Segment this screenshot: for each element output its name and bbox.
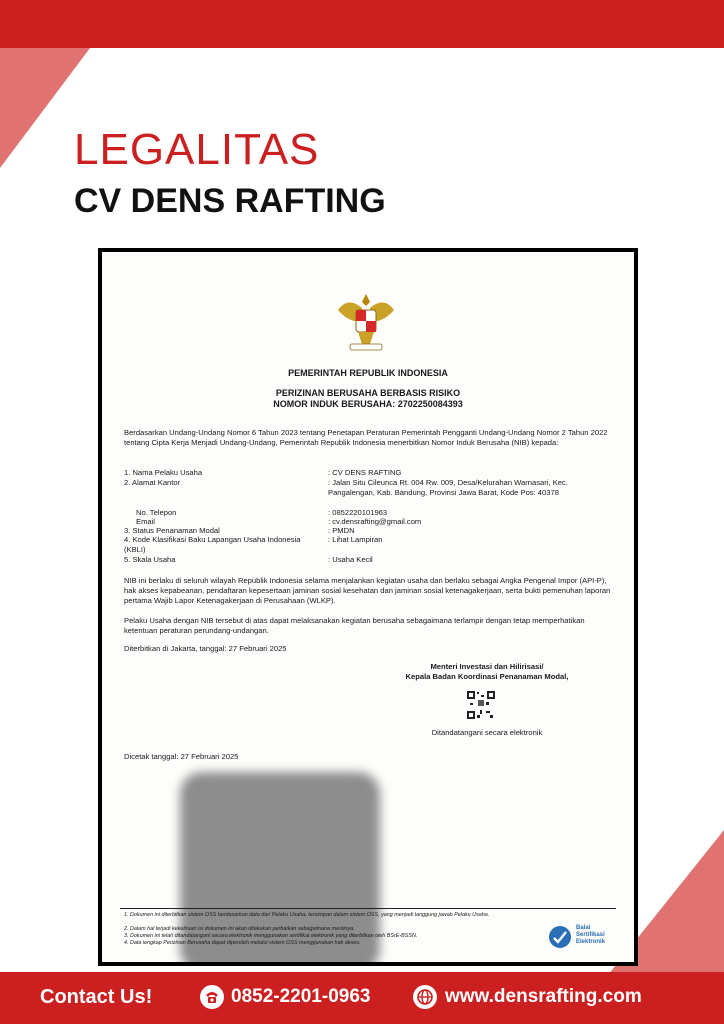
field-value: : Jalan Situ Cileunca Rt. 004 Rw. 009, Desa/Kelurahan Warnasari, Kec. Pangalengan, Kab. Bandung, Provinsi Jawa Barat, Kode Pos: 40378 [328, 478, 568, 497]
footnote-2: 2. Dalam hal terjadi kekeliruan isi dokumen ini akan dilakukan perbaikan sebagaimana mestinya. [124, 926, 355, 932]
field-row [124, 478, 614, 508]
website-link[interactable]: www.densrafting.com [445, 986, 642, 1007]
field-label: 5. Skala Usaha [124, 555, 176, 564]
garuda-emblem-icon [334, 288, 398, 354]
footnote-3: 3. Dokumen ini telah ditandatangani secara elektronik menggunakan sertifikat elektronik yang diterbitkan oleh BSrE-BSSN. [124, 933, 418, 939]
e-signed-note: Ditandatangani secara elektronik [431, 728, 543, 737]
bse-logo [546, 925, 618, 951]
field-value: : PMDN [328, 526, 355, 535]
nib-number: NOMOR INDUK BERUSAHA: 2702250084393 [273, 399, 463, 409]
bse-line-1: Balai [576, 925, 591, 931]
footnote-1: 1. Dokumen ini diterbitkan sistem OSS berdasarkan data dari Pelaku Usaha, tersimpan dalam sistem OSS, yang menjadi tanggung jawab Pelaku Usaha. [124, 912, 490, 918]
printed-date: Dicetak tanggal: 27 Februari 2025 [124, 752, 239, 761]
globe-icon [413, 985, 437, 1009]
field-label: 4. Kode Klasifikasi Baku Lapangan Usaha Indonesia (KBLI) [124, 535, 301, 554]
document-frame [98, 248, 638, 966]
field-value: : CV DENS RAFTING [328, 468, 402, 477]
field-label: No. Telepon [136, 508, 177, 517]
field-label: 1. Nama Pelaku Usaha [124, 468, 203, 477]
footnote-4: 4. Data lengkap Perizinan Berusaha dapat diperoleh melalui sistem OSS menggunakan hak akses. [124, 940, 361, 946]
field-label: 3. Status Penanaman Modal [124, 526, 220, 535]
top-red-bar [0, 0, 724, 48]
bse-logo-icon [548, 925, 572, 949]
government-heading: PEMERINTAH REPUBLIK INDONESIA [288, 368, 448, 378]
contact-label: Contact Us! [40, 986, 153, 1008]
validity-paragraph: NIB ini berlaku di seluruh wilayah Republik Indonesia selama menjalankan kegiatan usaha dan berlaku sebagai Angka Pengenal Impor (API-P), hak akses kepabeanan, pendaftaran kepesertaan jaminan sosial kesehatan dan jaminan sosial ketenagakerjaan, serta bukti pemenuhan laporan pertama Wajib Lapor Ketenagakerjaan di Perusahaan (WLKP). [124, 576, 611, 605]
field-row [124, 535, 614, 555]
field-label: Email [136, 517, 155, 526]
signer-title-2: Kepala Badan Koordinasi Penanaman Modal, [405, 672, 569, 681]
field-value: : Usaha Kecil [328, 555, 373, 564]
bse-line-2: Sertifikasi [576, 932, 605, 938]
nib-document [102, 252, 634, 962]
phone-icon [200, 985, 224, 1009]
page-subtitle: CV DENS RAFTING [74, 182, 386, 220]
field-row [124, 468, 614, 478]
phone-link[interactable]: 0852-2201-0963 [231, 986, 371, 1007]
field-label: 2. Alamat Kantor [124, 478, 181, 487]
signer-title-1: Menteri Investasi dan Hilirisasi/ [430, 662, 544, 671]
field-value: : 0852220101963 [328, 508, 388, 517]
obligation-paragraph: Pelaku Usaha dengan NIB tersebut di atas dapat melaksanakan kegiatan berusaha sebagaimana terlampir dengan tetap memperhatikan ketentuan peraturan perundang-undangan. [124, 616, 585, 635]
field-value: : Lihat Lampiran [328, 535, 383, 544]
field-value: : cv.densrafting@gmail.com [328, 517, 422, 526]
page-title: LEGALITAS [74, 125, 320, 174]
permit-title: PERIZINAN BERUSAHA BERBASIS RISIKO [275, 388, 461, 398]
qr-code-icon [466, 690, 496, 720]
bse-line-3: Elektronik [576, 939, 606, 945]
intro-paragraph: Berdasarkan Undang-Undang Nomor 6 Tahun 2023 tentang Penetapan Peraturan Pemerintah Pengganti Undang-Undang Nomor 2 Tahun 2022 tentang Cipta Kerja Menjadi Undang-Undang, Pemerintah Republik Indonesia menerbitkan Nomor Induk Berusaha (NIB) kepada: [124, 428, 608, 447]
issued-date: Diterbitkan di Jakarta, tanggal: 27 Februari 2025 [124, 644, 287, 653]
field-row [124, 555, 614, 565]
document-footnotes [120, 908, 616, 961]
